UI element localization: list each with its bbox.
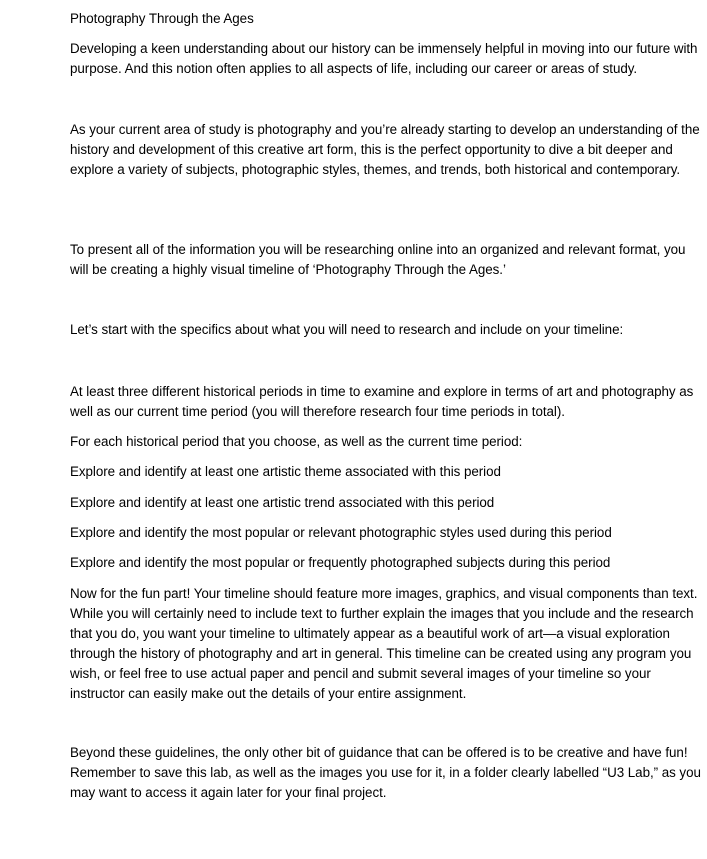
specifics-paragraph: Let’s start with the specifics about what you will need to research and include on your timeline:	[70, 322, 624, 337]
area-of-study-paragraph: As your current area of study is photography and you’re already starting to develop an understanding of the history and development of this creative art form, this is the perfect opportunity to dive a bit deeper and explore a variety of subjects, photographic styles, themes, and trends, both historical and contemporary.	[70, 122, 700, 177]
each-period-paragraph: For each historical period that you choose, as well as the current time period:	[70, 434, 523, 449]
photographic-styles-item: Explore and identify the most popular or relevant photographic styles used during this period	[70, 525, 612, 540]
timeline-format-paragraph: To present all of the information you will be researching online into an organized and relevant format, you will be creating a highly visual timeline of ‘Photography Through the Ages.’	[70, 242, 686, 277]
intro-paragraph: Developing a keen understanding about our history can be immensely helpful in moving into our future with purpose. And this notion often applies to all aspects of life, including our career or areas of study.	[70, 41, 698, 76]
fun-part-paragraph: Now for the fun part! Your timeline should feature more images, graphics, and visual components than text. While you will certainly need to include text to further explain the images that you include and the research that you do, you want your timeline to ultimately appear as a beautiful work of art—a visual exploration through the history of photography and art in general. This timeline can be created using any program you wish, or feel free to use actual paper and pencil and submit several images of your timeline so your instructor can easily make out the details of your entire assignment.	[70, 586, 698, 701]
photographed-subjects-item: Explore and identify the most popular or frequently photographed subjects during this period	[70, 555, 611, 570]
document-title: Photography Through the Ages	[70, 11, 254, 26]
guidance-paragraph: Beyond these guidelines, the only other bit of guidance that can be offered is to be creative and have fun! Remember to save this lab, as well as the images you use for it, in a folder clearly labelled “U3 Lab,” as you may want to access it again later for your final project.	[70, 745, 701, 800]
historical-periods-paragraph: At least three different historical periods in time to examine and explore in terms of art and photography as well as our current time period (you will therefore research four time periods in total).	[70, 384, 694, 419]
artistic-trend-item: Explore and identify at least one artistic trend associated with this period	[70, 495, 495, 510]
artistic-theme-item: Explore and identify at least one artistic theme associated with this period	[70, 464, 501, 479]
